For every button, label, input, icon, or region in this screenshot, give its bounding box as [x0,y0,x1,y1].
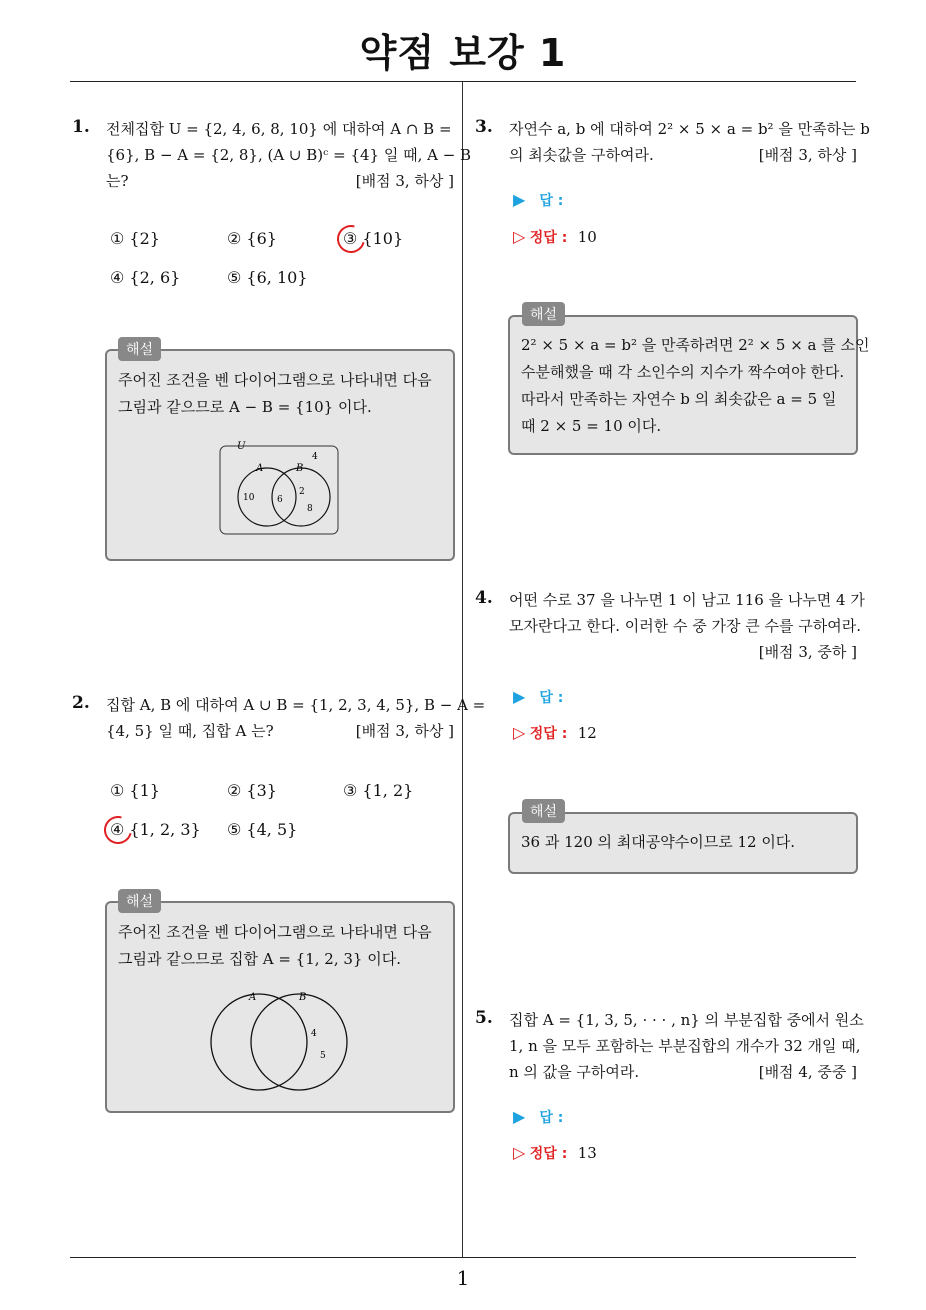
top-rule [70,81,856,82]
explanation-text: 그림과 같으므로 A − B = {10} 이다. [118,398,372,416]
explanation-text: 따라서 만족하는 자연수 b 의 최솟값은 a = 5 일 [521,390,837,408]
answer-row[interactable] [513,190,563,210]
choice-4[interactable]: ④ {1, 2, 3} [110,820,201,839]
explanation-label: 해설 [522,302,565,326]
bottom-rule [70,1257,856,1258]
venn-diagram [205,990,355,1094]
question-text-line: 1, n 을 모두 포함하는 부분집합의 개수가 32 개일 때, [509,1037,861,1055]
score-tag: [배점 3, 중하 ] [758,643,857,661]
explanation-text: 주어진 조건을 벤 다이어그램으로 나타내면 다음 [118,923,432,941]
choice-3[interactable]: ③ {1, 2} [343,781,414,800]
answer-label: 답 : [539,1110,564,1126]
triangle-outline-icon: ▷ [513,227,526,246]
venn-label-b: B [299,992,307,1003]
venn-value: 6 [277,495,283,505]
answer-row[interactable] [513,1107,563,1127]
correct-value: 10 [577,228,597,246]
score-tag: [배점 3, 하상 ] [355,722,454,740]
question-text-line: 모자란다고 한다. 이러한 수 중 가장 큰 수를 구하여라. [509,617,861,635]
correct-label: 정답 : [529,230,568,246]
explanation-text: 그림과 같으므로 집합 A = {1, 2, 3} 이다. [118,950,401,968]
question-text-line: 전체집합 U = {2, 4, 6, 8, 10} 에 대하여 A ∩ B = [106,120,452,138]
choice-1[interactable]: ① {1} [110,781,160,800]
venn-value: 10 [243,493,255,503]
venn-value: 4 [312,452,318,462]
explanation-label: 해설 [118,889,161,913]
selected-answer-mark [332,220,370,258]
question-number: 1. [72,117,90,137]
correct-answer-row [513,723,597,743]
question-number: 2. [72,693,90,713]
venn-value: 8 [307,504,313,514]
play-icon: ▶ [513,687,526,706]
venn-diagram [215,438,345,538]
question-number: 4. [475,588,493,608]
answer-label: 답 : [539,193,564,209]
page-title: 약점 보강 1 [359,31,567,75]
correct-answer-row [513,1143,597,1163]
question-text-line: 는? [106,172,129,190]
venn-label-u: U [237,441,246,452]
correct-value: 13 [577,1144,597,1162]
answer-row[interactable] [513,687,563,707]
answer-label: 답 : [539,690,564,706]
question-text-line: 집합 A, B 에 대하여 A ∪ B = {1, 2, 3, 4, 5}, B − A = [106,696,486,714]
correct-answer-row [513,227,597,247]
correct-value: 12 [577,724,597,742]
question-text-line: 자연수 a, b 에 대하여 2² × 5 × a = b² 을 만족하는 b [509,120,870,138]
column-divider [462,82,463,1257]
selected-answer-mark [99,811,137,849]
question-number: 5. [475,1008,493,1028]
triangle-outline-icon: ▷ [513,1143,526,1162]
venn-value: 2 [299,487,305,497]
question-number: 3. [475,117,493,137]
correct-label: 정답 : [529,726,568,742]
choice-4[interactable]: ④ {2, 6} [110,268,181,287]
score-tag: [배점 3, 하상 ] [355,172,454,190]
explanation-label: 해설 [118,337,161,361]
page-number: 1 [456,1266,470,1290]
question-text-line: 의 최솟값을 구하여라. [509,146,654,164]
choice-1[interactable]: ① {2} [110,229,160,248]
explanation-text: 36 과 120 의 최대공약수이므로 12 이다. [521,833,796,851]
choice-5[interactable]: ⑤ {4, 5} [227,820,298,839]
choice-3[interactable]: ③ {10} [343,229,404,248]
venn-label-a: A [249,992,257,1003]
question-text-line: 집합 A = {1, 3, 5, · · · , n} 의 부분집합 중에서 원소 [509,1011,864,1029]
explanation-text: 주어진 조건을 벤 다이어그램으로 나타내면 다음 [118,371,432,389]
triangle-outline-icon: ▷ [513,723,526,742]
question-text-line: {6}, B − A = {2, 8}, (A ∪ B)ᶜ = {4} 일 때, A − B [106,146,472,164]
play-icon: ▶ [513,190,526,209]
venn-label-a: A [256,463,264,474]
play-icon: ▶ [513,1107,526,1126]
choice-2[interactable]: ② {3} [227,781,277,800]
question-text-line: {4, 5} 일 때, 집합 A 는? [106,722,274,740]
question-text-line: 어떤 수로 37 을 나누면 1 이 남고 116 을 나누면 4 가 [509,591,865,609]
correct-label: 정답 : [529,1146,568,1162]
score-tag: [배점 4, 중중 ] [758,1063,857,1081]
venn-value: 5 [320,1051,326,1061]
explanation-label: 해설 [522,799,565,823]
choice-5[interactable]: ⑤ {6, 10} [227,268,308,287]
score-tag: [배점 3, 하상 ] [758,146,857,164]
choice-2[interactable]: ② {6} [227,229,277,248]
question-text-line: n 의 값을 구하여라. [509,1063,640,1081]
venn-value: 4 [311,1029,317,1039]
venn-label-b: B [296,463,304,474]
explanation-text: 2² × 5 × a = b² 을 만족하려면 2² × 5 × a 를 소인 [521,336,870,354]
explanation-text: 때 2 × 5 = 10 이다. [521,417,662,435]
explanation-text: 수분해했을 때 각 소인수의 지수가 짝수여야 한다. [521,363,845,381]
